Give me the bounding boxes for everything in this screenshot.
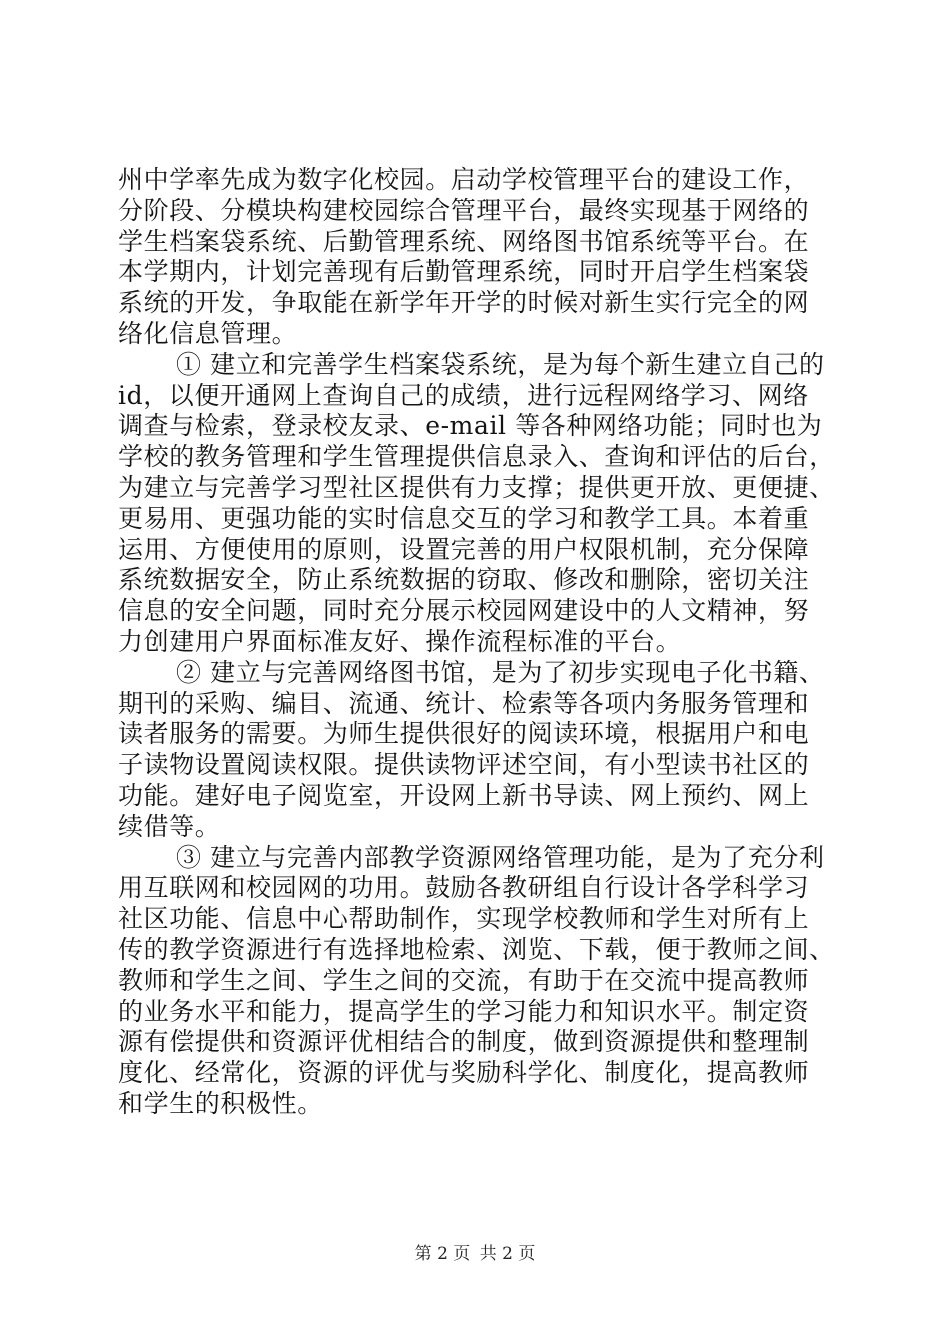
- text-line: 续借等。: [118, 811, 221, 841]
- text-line: 分阶段、分模块构建校园综合管理平台，最终实现基于网络的: [118, 195, 810, 225]
- text-line: 为建立与完善学习型社区提供有力支撑；提供更开放、更便捷、: [118, 472, 835, 502]
- text-line: 源有偿提供和资源评优相结合的制度，做到资源提供和整理制: [118, 1027, 810, 1057]
- text-line: 络化信息管理。: [118, 318, 298, 348]
- text-line: 系统的开发，争取能在新学年开学的时候对新生实行完全的网: [118, 288, 810, 318]
- text-line: 读者服务的需要。为师生提供很好的阅读环境，根据用户和电: [118, 719, 810, 749]
- document-body: [118, 165, 848, 1120]
- paragraph-intro: [118, 165, 848, 350]
- text-line: 的业务水平和能力，提高学生的学习能力和知识水平。制定资: [118, 996, 810, 1026]
- text-line: 和学生的积极性。: [118, 1088, 323, 1118]
- page-total: 共 2 页: [479, 1244, 536, 1264]
- text-line: 更易用、更强功能的实时信息交互的学习和教学工具。本着重: [118, 503, 810, 533]
- paragraph-student-portfolio: [118, 350, 848, 658]
- text-line: ③ 建立与完善内部教学资源网络管理功能，是为了充分利: [176, 842, 825, 872]
- text-line: 用互联网和校园网的功用。鼓励各教研组自行设计各学科学习: [118, 873, 810, 903]
- text-line: 功能。建好电子阅览室，开设网上新书导读、网上预约、网上: [118, 780, 810, 810]
- text-line: id，以便开通网上查询自己的成绩，进行远程网络学习、网络: [118, 380, 809, 410]
- text-line: 系统数据安全，防止系统数据的窃取、修改和删除，密切关注: [118, 565, 810, 595]
- text-line: 教师和学生之间、学生之间的交流，有助于在交流中提高教师: [118, 965, 810, 995]
- text-line: 学校的教务管理和学生管理提供信息录入、查询和评估的后台，: [118, 442, 835, 472]
- text-line: ① 建立和完善学生档案袋系统，是为每个新生建立自己的: [176, 349, 825, 379]
- paragraph-network-library: [118, 658, 848, 843]
- text-line: 子读物设置阅读权限。提供读物评述空间，有小型读书社区的: [118, 750, 810, 780]
- text-line: 期刊的采购、编目、流通、统计、检索等各项内务服务管理和: [118, 688, 810, 718]
- text-line: 本学期内，计划完善现有后勤管理系统，同时开启学生档案袋: [118, 257, 810, 287]
- text-line: 度化、经常化，资源的评优与奖励科学化、制度化，提高教师: [118, 1058, 810, 1088]
- text-line: 信息的安全问题，同时充分展示校园网建设中的人文精神，努: [118, 596, 810, 626]
- text-line: ② 建立与完善网络图书馆，是为了初步实现电子化书籍、: [176, 657, 825, 687]
- text-line: 传的教学资源进行有选择地检索、浏览、下载，便于教师之间、: [118, 934, 835, 964]
- paragraph-teaching-resources: [118, 843, 848, 1120]
- page-number: 第 2 页: [414, 1244, 471, 1264]
- text-line: 运用、方便使用的原则，设置完善的用户权限机制，充分保障: [118, 534, 810, 564]
- text-line: 州中学率先成为数字化校园。启动学校管理平台的建设工作，: [118, 165, 810, 194]
- text-line: 社区功能、信息中心帮助制作，实现学校教师和学生对所有上: [118, 904, 810, 934]
- text-line: 学生档案袋系统、后勤管理系统、网络图书馆系统等平台。在: [118, 226, 810, 256]
- text-line: 力创建用户界面标准友好、操作流程标准的平台。: [118, 626, 682, 656]
- text-line: 调查与检索，登录校友录、e-mail 等各种网络功能；同时也为: [118, 411, 823, 441]
- page-footer: [0, 1243, 950, 1265]
